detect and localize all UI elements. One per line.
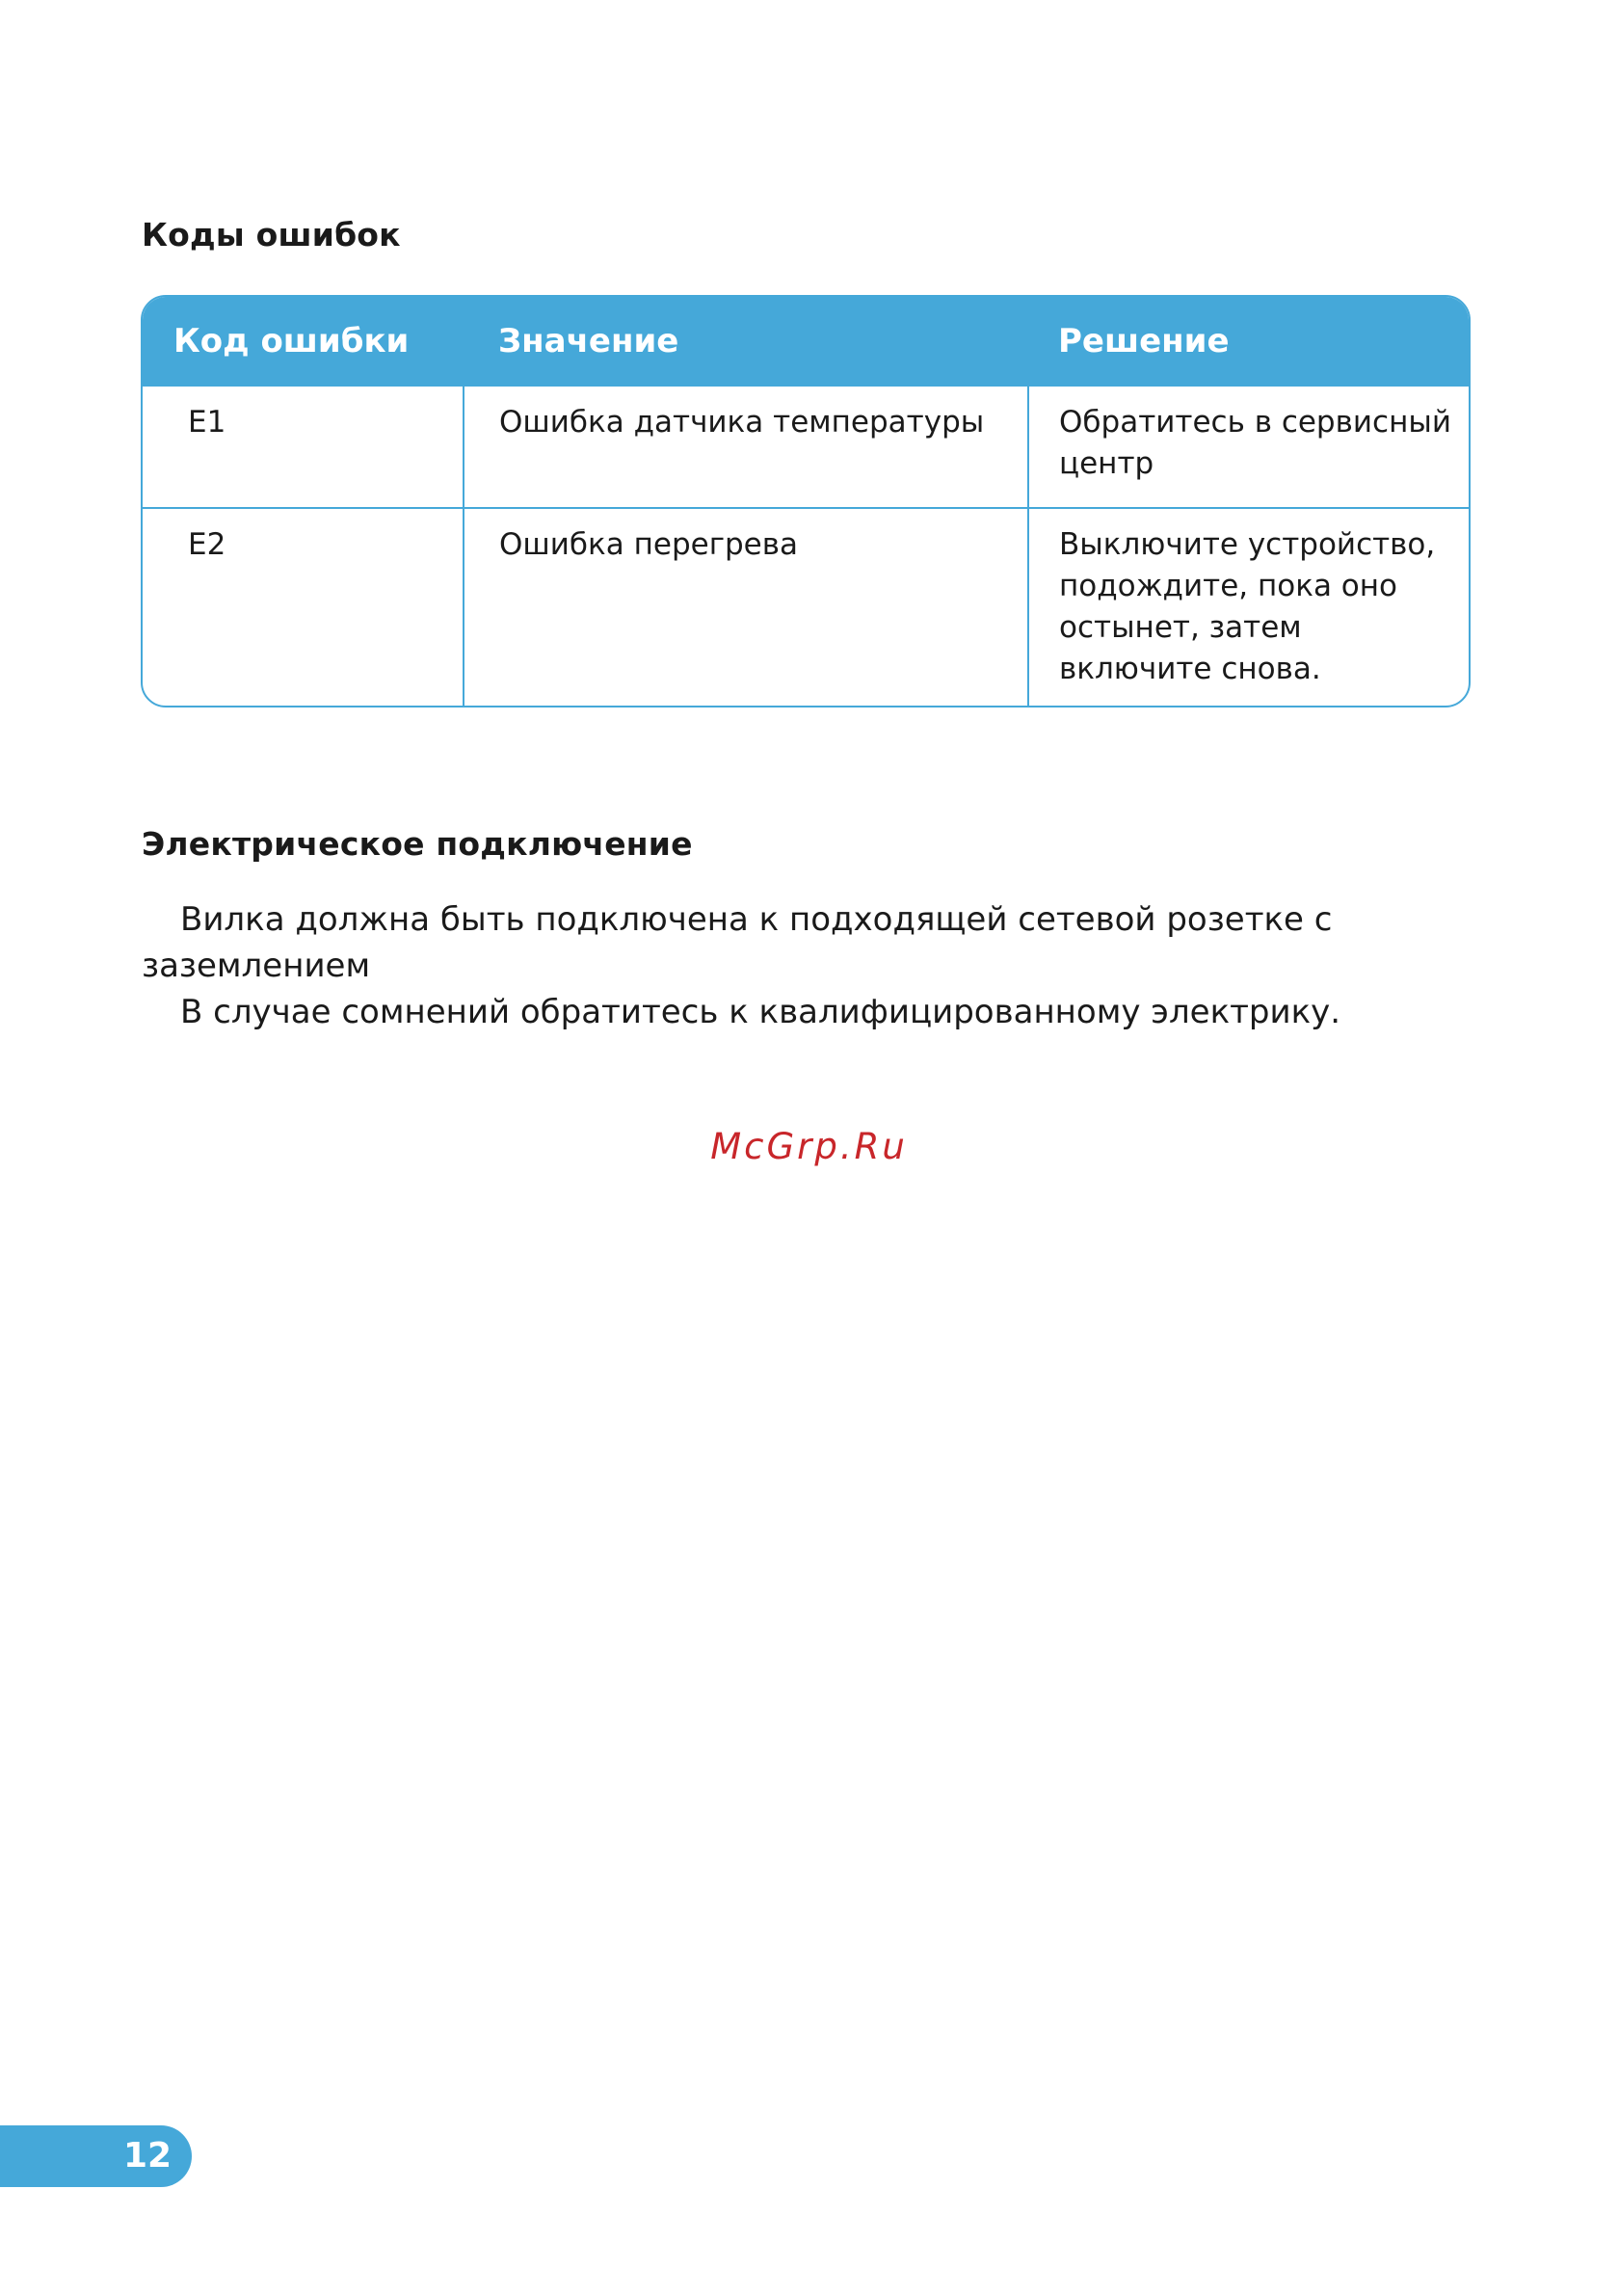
electric-connection-heading: Электрическое подключение <box>142 825 693 863</box>
table-row <box>143 386 1469 508</box>
error-codes-table <box>141 295 1471 707</box>
error-codes-heading: Коды ошибок <box>142 216 401 254</box>
cell-solution: Выключите устройство, подождите, пока оно остынет, затем включите снова. <box>1028 508 1469 706</box>
header-solution: Решение <box>1058 321 1230 360</box>
cell-code: E1 <box>143 386 464 508</box>
table-row <box>143 508 1469 706</box>
page-number: 12 <box>123 2136 172 2176</box>
table-header-row <box>143 297 1469 386</box>
cell-meaning: Ошибка перегрева <box>464 508 1028 706</box>
electric-paragraph-1: Вилка должна быть подключена к подходящей сетевой розетке с заземлением <box>142 900 1333 985</box>
header-meaning: Значение <box>498 321 679 360</box>
cell-meaning: Ошибка датчика температуры <box>464 386 1028 508</box>
page-number-badge <box>0 2125 192 2187</box>
watermark-text: McGrp.Ru <box>710 1126 908 1167</box>
cell-solution: Обратитесь в сервисный центр <box>1028 386 1469 508</box>
electric-paragraph-2: В случае сомнений обратитесь к квалифицированному электрику. <box>180 993 1341 1031</box>
header-code: Код ошибки <box>173 321 410 360</box>
cell-code: E2 <box>143 508 464 706</box>
